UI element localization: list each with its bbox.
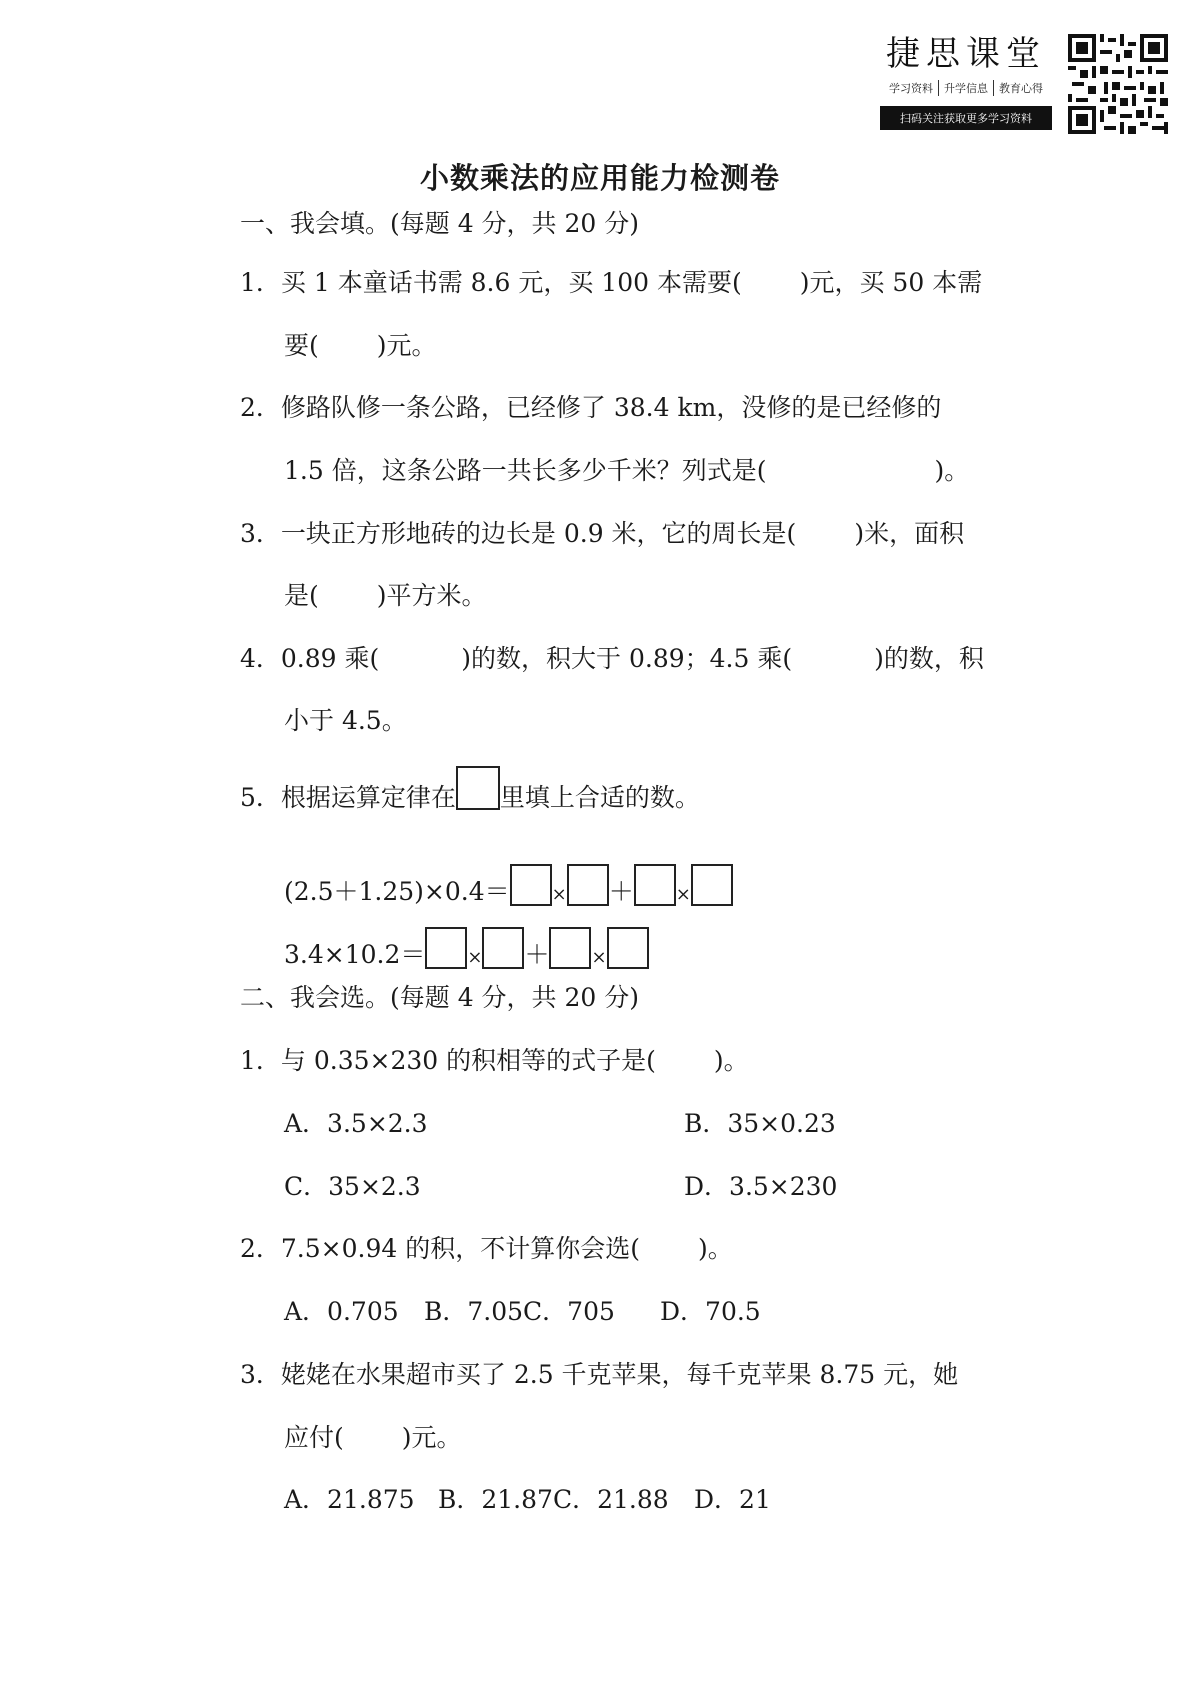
- question-text: 1.5 倍，这条公路一共长多少千米？列式是(: [284, 456, 767, 485]
- question-text: )元。: [401, 1423, 462, 1452]
- option-b-c[interactable]: B．7.05C．705: [424, 1297, 615, 1326]
- option-c[interactable]: C．35×2.3: [284, 1172, 421, 1201]
- answer-box[interactable]: [634, 864, 676, 906]
- choice-question-3-line-2: [284, 1420, 462, 1456]
- question-1-line-2: [284, 328, 437, 364]
- question-number: 2．: [240, 393, 281, 422]
- question-text: )。: [713, 1046, 749, 1075]
- option-d[interactable]: D．3.5×230: [684, 1172, 838, 1201]
- question-3-line-1: [240, 516, 964, 552]
- question-text: )平方米。: [376, 581, 487, 610]
- option-d[interactable]: D．21: [694, 1485, 771, 1514]
- equation-text: 3.4×10.2＝: [284, 940, 426, 969]
- question-text: )米，面积: [854, 519, 965, 548]
- question-text: 里填上合适的数。: [499, 783, 700, 812]
- page-title: 小数乘法的应用能力检测卷: [419, 161, 780, 195]
- plus-sign: ＋: [524, 940, 550, 969]
- question-text: 0.89 乘(: [280, 644, 380, 673]
- question-number: 1．: [240, 1046, 281, 1075]
- times-sign: ×: [675, 884, 691, 905]
- answer-box: [456, 766, 500, 810]
- question-4-line-2: 小于 4.5。: [284, 706, 407, 735]
- option-b-c[interactable]: B．21.87C．21.88: [438, 1485, 669, 1514]
- brand-tag: 升学信息: [938, 80, 993, 96]
- question-5-equation-1: [284, 864, 733, 913]
- question-number: 5．: [240, 783, 281, 812]
- choice-question-2: [240, 1231, 733, 1267]
- times-sign: ×: [551, 884, 567, 905]
- brand-tag: 教育心得: [993, 80, 1048, 96]
- plus-sign: ＋: [608, 877, 634, 906]
- question-text: )的数，积: [874, 644, 984, 673]
- question-text: )元，买 50 本需: [799, 268, 983, 297]
- brand-tag: 学习资料: [889, 82, 933, 95]
- question-text: 买 1 本童话书需 8.6 元，买 100 本需要(: [280, 268, 742, 297]
- question-number: 4．: [240, 644, 281, 673]
- question-1-line-1: [240, 265, 982, 301]
- question-2-line-1: [240, 390, 941, 426]
- question-text: 一块正方形地砖的边长是 0.9 米，它的周长是(: [280, 519, 797, 548]
- question-number: 3．: [240, 519, 281, 548]
- question-3-line-2: [284, 578, 487, 614]
- question-5-equation-2: [284, 927, 649, 976]
- answer-box[interactable]: [425, 927, 467, 969]
- question-number: 1．: [240, 268, 281, 297]
- answer-box[interactable]: [482, 927, 524, 969]
- answer-box[interactable]: [567, 864, 609, 906]
- question-number: 2．: [240, 1234, 281, 1263]
- times-sign: ×: [591, 947, 607, 968]
- section-heading: 二、我会选。(每题 4 分，共 20 分): [240, 983, 640, 1012]
- brand-name: 捷思课堂: [886, 34, 1046, 74]
- qr-code-icon: [1068, 34, 1168, 134]
- option-a[interactable]: A．0.705: [284, 1297, 399, 1326]
- answer-box[interactable]: [691, 864, 733, 906]
- option-a[interactable]: A．3.5×2.3: [284, 1109, 428, 1138]
- option-b[interactable]: B．35×0.23: [684, 1109, 836, 1138]
- question-text: )。: [697, 1234, 733, 1263]
- option-d[interactable]: D．70.5: [660, 1297, 761, 1326]
- equation-text: (2.5＋1.25)×0.4＝: [284, 877, 510, 906]
- question-text: )。: [934, 456, 970, 485]
- answer-box[interactable]: [549, 927, 591, 969]
- question-number: 3．: [240, 1360, 281, 1389]
- question-text: 要(: [284, 331, 319, 360]
- question-text: 修路队修一条公路，已经修了 38.4 km，没修的是已经修的: [280, 393, 942, 422]
- question-5-line-1: [240, 766, 700, 816]
- brand-tags: [880, 80, 1052, 96]
- question-text: 是(: [284, 581, 319, 610]
- question-text: 7.5×0.94 的积，不计算你会选(: [280, 1234, 640, 1263]
- question-text: 根据运算定律在: [280, 783, 456, 812]
- brand-block: [880, 34, 1052, 130]
- question-text: 应付(: [284, 1423, 344, 1452]
- choice-question-1: [240, 1043, 749, 1079]
- question-text: )元。: [376, 331, 437, 360]
- question-4-line-1: [240, 641, 984, 677]
- times-sign: ×: [467, 947, 483, 968]
- question-2-line-2: [284, 453, 969, 489]
- scan-banner: 扫码关注获取更多学习资料: [880, 106, 1052, 130]
- question-text: 与 0.35×230 的积相等的式子是(: [280, 1046, 656, 1075]
- question-text: 姥姥在水果超市买了 2.5 千克苹果，每千克苹果 8.75 元，她: [280, 1360, 959, 1389]
- question-text: )的数，积大于 0.89；4.5 乘(: [461, 644, 793, 673]
- section-heading: 一、我会填。(每题 4 分，共 20 分): [240, 209, 640, 238]
- answer-box[interactable]: [510, 864, 552, 906]
- option-a[interactable]: A．21.875: [284, 1485, 415, 1514]
- choice-question-3-line-1: [240, 1357, 958, 1393]
- answer-box[interactable]: [607, 927, 649, 969]
